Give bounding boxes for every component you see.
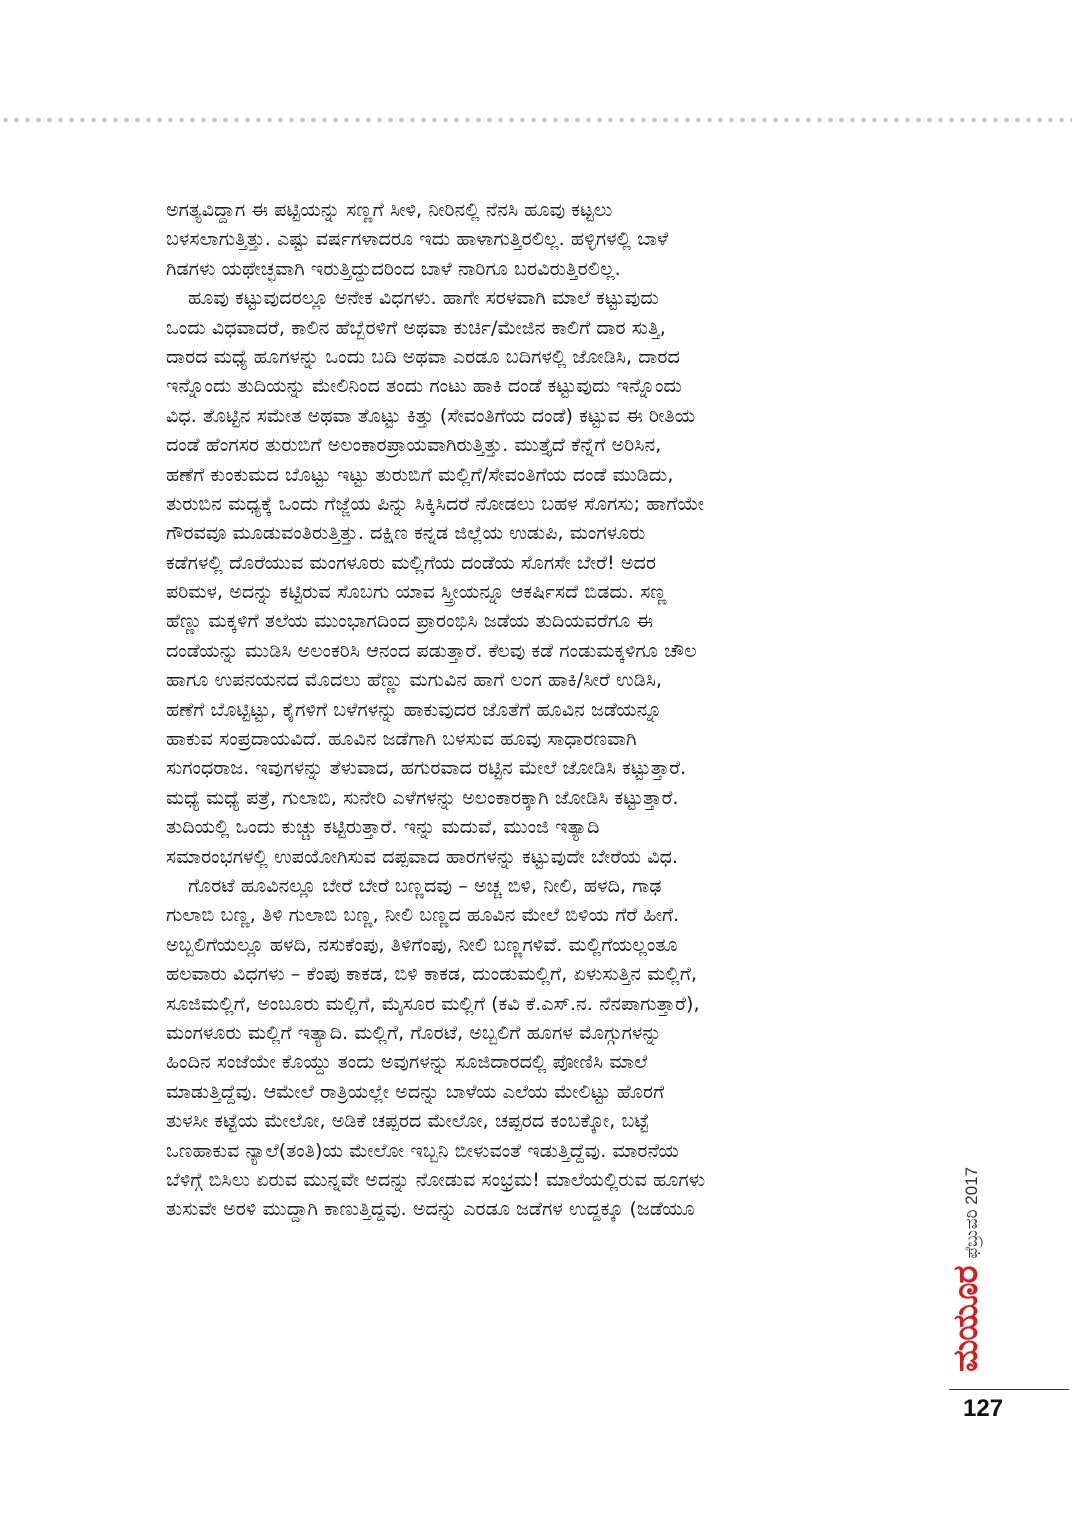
text-line: ಗೊರಟೆ ಹೂವಿನಲ್ಲೂ ಬೇರೆ ಬೇರೆ ಬಣ್ಣದವು – ಅಚ್ಚ ಬಿಳಿ, ನೀಲಿ, ಹಳದಿ, ಗಾಢ: [188, 874, 662, 897]
page-number-rule: [949, 1389, 1069, 1390]
text-line: ದಂಡೆ ಹೆಂಗಸರ ತುರುಬಿಗೆ ಅಲಂಕಾರಪ್ರಾಯವಾಗಿರುತ್ತಿತ್ತು. ಮುತ್ತೈದೆ ಕೆನ್ನೆಗೆ ಅರಿಸಿನ,: [166, 434, 662, 457]
text-line: ದಂಡೆಯನ್ನು ಮುಡಿಸಿ ಅಲಂಕರಿಸಿ ಆನಂದ ಪಡುತ್ತಾರೆ. ಕೆಲವು ಕಡೆ ಗಂಡುಮಕ್ಕಳಿಗೂ ಚೌಲ: [166, 639, 697, 662]
page-number: 127: [963, 1395, 1004, 1422]
text-line: ಮಧ್ಯೆ ಮಧ್ಯೆ ಪತ್ರೆ, ಗುಲಾಬಿ, ಸುನೇರಿ ಎಳೆಗಳನ್ನು ಅಲಂಕಾರಕ್ಕಾಗಿ ಜೋಡಿಸಿ ಕಟ್ಟುತ್ತಾರೆ.: [166, 786, 679, 809]
text-line: ಬೆಳಿಗ್ಗೆ ಬಿಸಿಲು ಏರುವ ಮುನ್ನವೇ ಅದನ್ನು ನೋಡುವ ಸಂಭ್ರಮ! ಮಾಲೆಯಲ್ಲಿರುವ ಹೂಗಳು: [166, 1168, 706, 1191]
text-line: ಮಂಗಳೂರು ಮಲ್ಲಿಗೆ ಇತ್ಯಾದಿ. ಮಲ್ಲಿಗೆ, ಗೊರಟೆ, ಅಬ್ಬಲಿಗೆ ಹೂಗಳ ಮೊಗ್ಗುಗಳನ್ನು: [166, 1021, 662, 1044]
text-line: ಅಬ್ಬಲಿಗೆಯಲ್ಲೂ ಹಳದಿ, ನಸುಕೆಂಪು, ತಿಳಿಗೆಂಪು, ನೀಲಿ ಬಣ್ಣಗಳಿವೆ. ಮಲ್ಲಿಗೆಯಲ್ಲಂತೂ: [166, 933, 678, 956]
text-line: ದಾರದ ಮಧ್ಯೆ ಹೂಗಳನ್ನು ಒಂದು ಬದಿ ಅಥವಾ ಎರಡೂ ಬದಿಗಳಲ್ಲಿ ಜೋಡಿಸಿ, ದಾರದ: [166, 345, 680, 368]
text-line: ಹೂವು ಕಟ್ಟುವುದರಲ್ಲೂ ಅನೇಕ ವಿಧಗಳು. ಹಾಗೇ ಸರಳವಾಗಿ ಮಾಲೆ ಕಟ್ಟುವುದು: [188, 287, 659, 310]
text-line: ಮಾಡುತ್ತಿದ್ದೆವು. ಆಮೇಲೆ ರಾತ್ರಿಯಲ್ಲೇ ಅದನ್ನು ಬಾಳೆಯ ಎಲೆಯ ಮೇಲಿಟ್ಟು ಹೊರಗೆ: [166, 1080, 665, 1103]
text-line: ಸೂಜಿಮಲ್ಲಿಗೆ, ಅಂಬೂರು ಮಲ್ಲಿಗೆ, ಮೈಸೂರ ಮಲ್ಲಿಗೆ (ಕವಿ ಕೆ.ಎಸ್.ನ. ನೆನಪಾಗುತ್ತಾರೆ),: [166, 992, 700, 1015]
text-line: ಹಾಕುವ ಸಂಪ್ರದಾಯವಿದೆ. ಹೂವಿನ ಜಡೆಗಾಗಿ ಬಳಸುವ ಹೂವು ಸಾಧಾರಣವಾಗಿ: [166, 728, 637, 751]
text-line: ಸುಗಂಧರಾಜ. ಇವುಗಳನ್ನು ತೆಳುವಾದ, ಹಗುರವಾದ ರಟ್ಟಿನ ಮೇಲೆ ಜೋಡಿಸಿ ಕಟ್ಟುತ್ತಾರೆ.: [166, 757, 687, 780]
text-line: ಗುಲಾಬಿ ಬಣ್ಣ, ತಿಳಿ ಗುಲಾಬಿ ಬಣ್ಣ, ನೀಲಿ ಬಣ್ಣದ ಹೂವಿನ ಮೇಲೆ ಬಿಳಿಯ ಗೆರೆ ಹೀಗೆ.: [166, 904, 680, 927]
text-line: ತುಸುವೇ ಅರಳಿ ಮುದ್ದಾಗಿ ಕಾಣುತ್ತಿದ್ದವು. ಅದನ್ನು ಎರಡೂ ಜಡೆಗಳ ಉದ್ದಕ್ಕೂ (ಜಡೆಯೂ: [166, 1198, 695, 1221]
text-line: ಹಿಂದಿನ ಸಂಜೆಯೇ ಕೊಯ್ದು ತಂದು ಅವುಗಳನ್ನು ಸೂಜಿದಾರದಲ್ಲಿ ಪೋಣಿಸಿ ಮಾಲೆ: [166, 1051, 648, 1074]
text-line: ಹಣೆಗೆ ಕುಂಕುಮದ ಬೊಟ್ಟು ಇಟ್ಟು ತುರುಬಿಗೆ ಮಲ್ಲಿಗೆ/ಸೇವಂತಿಗೆಯ ದಂಡೆ ಮುಡಿದು,: [166, 463, 674, 486]
text-line: ಒಣಹಾಕುವ ನ್ಯಾಲೆ(ತಂತಿ)ಯ ಮೇಲೋ ಇಬ್ಬನಿ ಬೀಳುವಂತೆ ಇಡುತ್ತಿದ್ದೆವು. ಮಾರನೆಯ: [166, 1139, 679, 1162]
text-line: ಇನ್ನೊಂದು ತುದಿಯನ್ನು ಮೇಲಿನಿಂದ ತಂದು ಗಂಟು ಹಾಕಿ ದಂಡೆ ಕಟ್ಟುವುದು ಇನ್ನೊಂದು: [166, 375, 682, 398]
text-line: ಗಿಡಗಳು ಯಥೇಚ್ಛವಾಗಿ ಇರುತ್ತಿದ್ದುದರಿಂದ ಬಾಳೆ ನಾರಿಗೂ ಬರವಿರುತ್ತಿರಲಿಲ್ಲ.: [166, 257, 621, 280]
text-line: ಸಮಾರಂಭಗಳಲ್ಲಿ ಉಪಯೋಗಿಸುವ ದಪ್ಪವಾದ ಹಾರಗಳನ್ನು ಕಟ್ಟುವುದೇ ಬೇರೆಯ ವಿಧ.: [166, 845, 679, 868]
dotted-header-rule: [0, 116, 1072, 124]
text-line: ಹೆಣ್ಣು ಮಕ್ಕಳಿಗೆ ತಲೆಯ ಮುಂಭಾಗದಿಂದ ಪ್ರಾರಂಭಿಸಿ ಜಡೆಯ ತುದಿಯವರೆಗೂ ಈ: [166, 610, 654, 633]
text-line: ಒಂದು ವಿಧವಾದರೆ, ಕಾಲಿನ ಹೆಬ್ಬೆರಳಿಗೆ ಅಥವಾ ಕುರ್ಚಿ/ಮೇಜಿನ ಕಾಲಿಗೆ ದಾರ ಸುತ್ತಿ,: [166, 316, 666, 339]
text-line: ಹಾಗೂ ಉಪನಯನದ ಮೊದಲು ಹೆಣ್ಣು ಮಗುವಿನ ಹಾಗೆ ಲಂಗ ಹಾಕಿ/ಸೀರೆ ಉಡಿಸಿ,: [166, 669, 663, 692]
text-line: ಕಡೆಗಳಲ್ಲಿ ದೊರೆಯುವ ಮಂಗಳೂರು ಮಲ್ಲಿಗೆಯ ದಂಡೆಯ ಸೊಗಸೇ ಬೇರೆ! ಅದರ: [166, 551, 657, 574]
text-line: ಅಗತ್ಯವಿದ್ದಾಗ ಈ ಪಟ್ಟಿಯನ್ನು ಸಣ್ಣಗೆ ಸೀಳಿ, ನೀರಿನಲ್ಲಿ ನೆನಸಿ ಹೂವು ಕಟ್ಟಲು: [166, 199, 613, 221]
text-line: ತುರುಬಿನ ಮಧ್ಯಕ್ಕೆ ಒಂದು ಗೆಜ್ಜೆಯ ಪಿನ್ನು ಸಿಕ್ಕಿಸಿದರೆ ನೋಡಲು ಬಹಳ ಸೊಗಸು; ಹಾಗೆಯೇ: [166, 492, 705, 515]
text-line: ವಿಧ. ತೊಟ್ಟಿನ ಸಮೇತ ಅಥವಾ ತೊಟ್ಟು ಕಿತ್ತು (ಸೇವಂತಿಗೆಯ ದಂಡೆ) ಕಟ್ಟುವ ಈ ರೀತಿಯ: [166, 404, 696, 427]
text-line: ಹಲವಾರು ವಿಧಗಳು – ಕೆಂಪು ಕಾಕಡ, ಬಿಳಿ ಕಾಕಡ, ದುಂಡುಮಲ್ಲಿಗೆ, ಏಳುಸುತ್ತಿನ ಮಲ್ಲಿಗೆ,: [166, 963, 698, 986]
text-line: ತುಳಸೀ ಕಟ್ಟೆಯ ಮೇಲೋ, ಅಡಿಕೆ ಚಪ್ಪರದ ಮೇಲೋ, ಚಪ್ಪರದ ಕಂಬಕ್ಕೋ, ಬಟ್ಟೆ: [166, 1110, 650, 1133]
magazine-name: ಮಯೂರ: [946, 1266, 986, 1372]
text-line: ಹಣೆಗೆ ಬೊಟ್ಟಿಟ್ಟು, ಕೈಗಳಿಗೆ ಬಳೆಗಳನ್ನು ಹಾಕುವುದರ ಜೊತೆಗೆ ಹೂವಿನ ಜಡೆಯನ್ನೂ: [166, 698, 663, 721]
text-line: ಗೌರವವೂ ಮೂಡುವಂತಿರುತ್ತಿತ್ತು. ದಕ್ಷಿಣ ಕನ್ನಡ ಜಿಲ್ಲೆಯ ಉಡುಪಿ, ಮಂಗಳೂರು: [166, 522, 646, 545]
issue-date: ಫೆಬ್ರುವರಿ 2017: [962, 1166, 981, 1259]
text-line: ತುದಿಯಲ್ಲಿ ಒಂದು ಕುಚ್ಚು ಕಟ್ಟಿರುತ್ತಾರೆ. ಇನ್ನು ಮದುವೆ, ಮುಂಜಿ ಇತ್ಯಾದಿ: [166, 816, 600, 839]
text-line: ಪರಿಮಳ, ಅದನ್ನು ಕಟ್ಟಿರುವ ಸೊಬಗು ಯಾವ ಸ್ತ್ರೀಯನ್ನೂ ಆಕರ್ಷಿಸದೆ ಬಿಡದು. ಸಣ್ಣ: [166, 581, 667, 604]
text-line: ಬಳಸಲಾಗುತ್ತಿತ್ತು. ಎಷ್ಟು ವರ್ಷಗಳಾದರೂ ಇದು ಹಾಳಾಗುತ್ತಿರಲಿಲ್ಲ. ಹಳ್ಳಿಗಳಲ್ಲಿ ಬಾಳೆ: [166, 228, 669, 251]
article-body: [166, 196, 918, 1225]
issue-side-label: [946, 1167, 986, 1372]
